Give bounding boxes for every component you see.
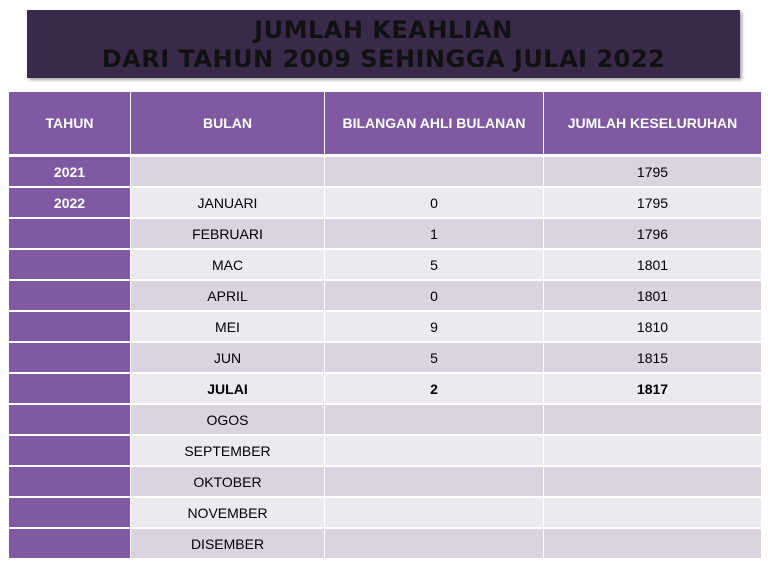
cell-jumlah: 1817 (544, 373, 762, 404)
cell-jumlah: 1815 (544, 342, 762, 373)
header-row (9, 92, 761, 156)
title-line-2: DARI TAHUN 2009 SEHINGGA JULAI 2022 (101, 45, 666, 73)
table-row (9, 528, 761, 559)
cell-jumlah: 1795 (544, 156, 762, 188)
cell-jumlah: 1795 (544, 187, 762, 218)
cell-jumlah: 1801 (544, 280, 762, 311)
cell-bulan (131, 156, 325, 188)
cell-bilangan (325, 156, 544, 188)
cell-bilangan: 0 (325, 280, 544, 311)
table-row (9, 218, 761, 249)
cell-bulan: DISEMBER (131, 528, 325, 559)
cell-jumlah (544, 435, 762, 466)
cell-bulan: FEBRUARI (131, 218, 325, 249)
cell-bilangan (325, 466, 544, 497)
cell-bulan: NOVEMBER (131, 497, 325, 528)
cell-bilangan (325, 404, 544, 435)
cell-tahun (9, 280, 131, 311)
cell-jumlah (544, 528, 762, 559)
cell-bulan: OKTOBER (131, 466, 325, 497)
table-row (9, 311, 761, 342)
cell-tahun: 2021 (9, 156, 131, 188)
cell-bulan: APRIL (131, 280, 325, 311)
cell-bilangan: 9 (325, 311, 544, 342)
cell-jumlah: 1796 (544, 218, 762, 249)
cell-bilangan (325, 435, 544, 466)
title-banner (27, 10, 740, 78)
table-row (9, 187, 761, 218)
cell-tahun (9, 249, 131, 280)
cell-tahun (9, 435, 131, 466)
header-bilangan: BILANGAN AHLI BULANAN (325, 92, 544, 156)
cell-jumlah (544, 497, 762, 528)
cell-tahun (9, 373, 131, 404)
membership-table-container (9, 92, 758, 560)
cell-bulan: OGOS (131, 404, 325, 435)
cell-tahun (9, 342, 131, 373)
cell-bulan: JANUARI (131, 187, 325, 218)
cell-bulan: JUN (131, 342, 325, 373)
header-tahun: TAHUN (9, 92, 131, 156)
cell-bilangan: 5 (325, 342, 544, 373)
table-row (9, 249, 761, 280)
title-line-1: JUMLAH KEAHLIAN (254, 16, 513, 44)
table-row (9, 156, 761, 188)
table-row (9, 280, 761, 311)
table-row-current (9, 373, 761, 404)
cell-tahun (9, 311, 131, 342)
header-jumlah: JUMLAH KESELURUHAN (544, 92, 762, 156)
cell-tahun (9, 466, 131, 497)
cell-bilangan: 1 (325, 218, 544, 249)
cell-jumlah (544, 466, 762, 497)
membership-table (9, 92, 761, 560)
cell-bulan: JULAI (131, 373, 325, 404)
cell-bulan: SEPTEMBER (131, 435, 325, 466)
cell-bilangan (325, 497, 544, 528)
cell-bilangan: 2 (325, 373, 544, 404)
cell-bulan: MEI (131, 311, 325, 342)
cell-bulan: MAC (131, 249, 325, 280)
cell-bilangan: 5 (325, 249, 544, 280)
header-bulan: BULAN (131, 92, 325, 156)
cell-jumlah: 1810 (544, 311, 762, 342)
table-row (9, 497, 761, 528)
table-row (9, 466, 761, 497)
cell-tahun (9, 528, 131, 559)
table-row (9, 342, 761, 373)
cell-tahun (9, 218, 131, 249)
table-row (9, 435, 761, 466)
cell-bilangan: 0 (325, 187, 544, 218)
cell-tahun (9, 404, 131, 435)
cell-tahun: 2022 (9, 187, 131, 218)
cell-tahun (9, 497, 131, 528)
cell-bilangan (325, 528, 544, 559)
cell-jumlah (544, 404, 762, 435)
table-row (9, 404, 761, 435)
cell-jumlah: 1801 (544, 249, 762, 280)
